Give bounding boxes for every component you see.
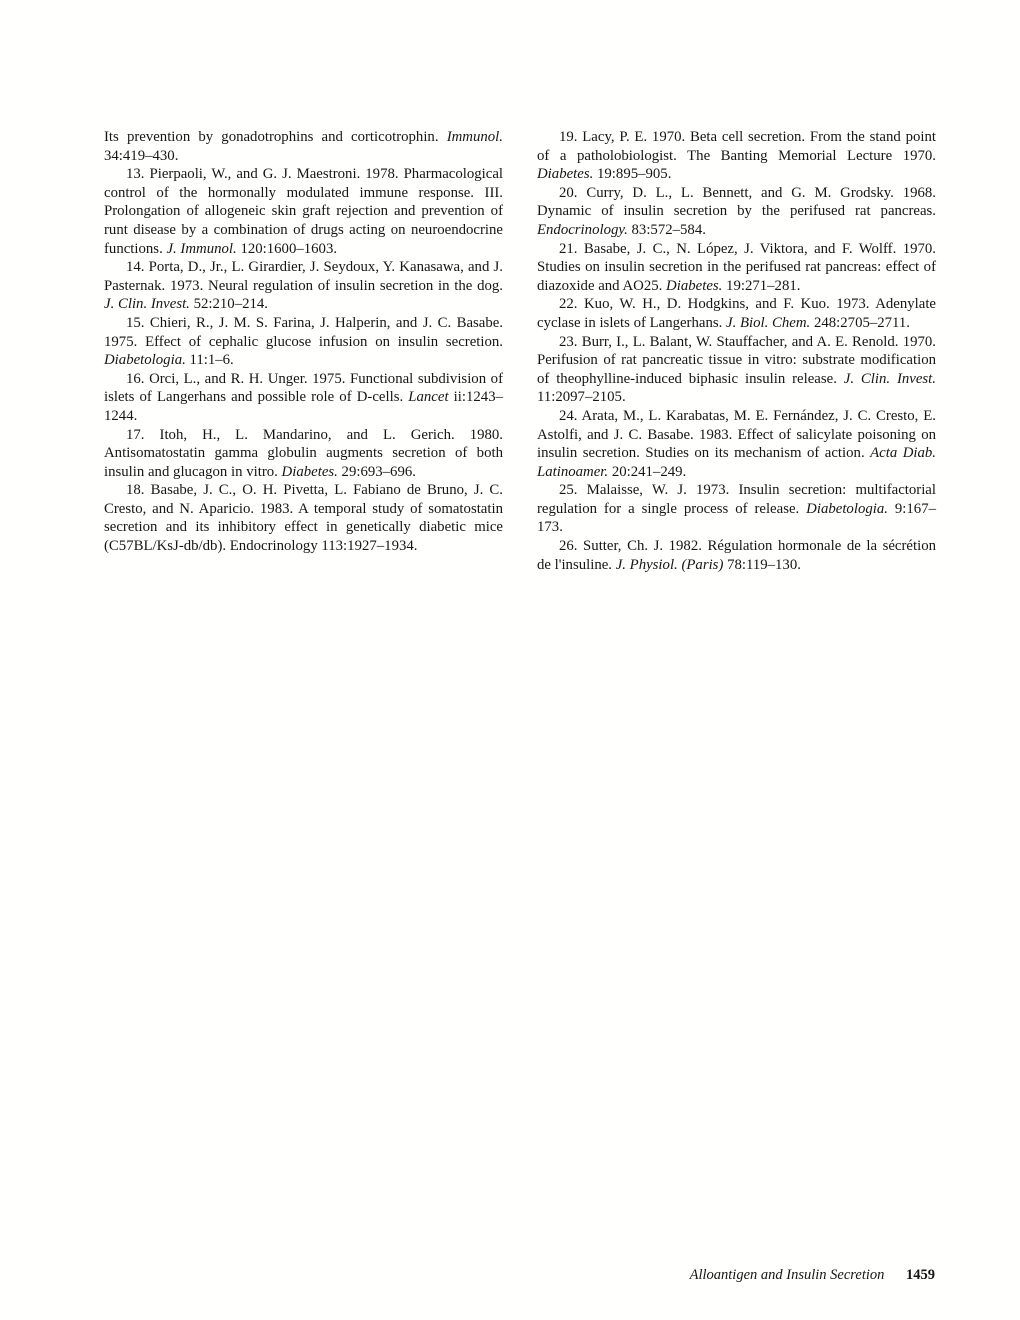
reference-text: 120:1600–1603. [236, 240, 338, 257]
reference-entry [104, 165, 503, 258]
reference-entry [104, 481, 503, 555]
reference-entry [104, 314, 503, 370]
journal-name: Lancet [408, 389, 449, 406]
reference-entry [537, 333, 936, 407]
references-section [104, 128, 936, 574]
journal-name: J. Physiol. (Paris) [615, 556, 724, 573]
reference-text: 9:167–173. [537, 500, 936, 536]
reference-text: 14. Porta, D., Jr., L. Girardier, J. Seydoux, Y. Kanasawa, and J. Pasternak. 1973. Neural regulation of insulin secretion in the dog. [104, 259, 503, 294]
reference-text: 25. Malaisse, W. J. 1973. Insulin secretion: multifactorial regulation for a single process of release. [537, 482, 936, 517]
reference-text: 29:693–696. [337, 463, 416, 480]
reference-text: ii:1243–1244. [104, 389, 503, 424]
reference-text: 20. Curry, D. L., L. Bennett, and G. M. Grodsky. 1968. Dynamic of insulin secretion by the perifused rat pancreas. [537, 184, 936, 220]
journal-name: J. Biol. Chem. [726, 314, 811, 331]
page-number: 1459 [906, 1267, 935, 1283]
reference-text: 21. Basabe, J. C., N. López, J. Viktora, and F. Wolff. 1970. Studies on insulin secretion in the perifused rat pancreas: effect of diazoxide and AO25. [537, 240, 936, 294]
journal-name: Immunol. [446, 129, 503, 145]
reference-text: 19:895–905. [593, 166, 672, 183]
reference-text: 17. Itoh, H., L. Mandarino, and L. Gerich. 1980. Antisomatostatin gamma globulin augments secretion of both insulin and glucagon in vitro. [104, 426, 503, 480]
reference-entry [104, 370, 503, 426]
reference-text: 11:1–6. [185, 352, 234, 369]
journal-name: J. Immunol. [166, 240, 237, 257]
journal-name: J. Clin. Invest. [843, 370, 936, 387]
reference-text: 19. Lacy, P. E. 1970. Beta cell secretion. From the stand point of a patholobiologist. The Banting Memorial Lecture 1970. [537, 129, 936, 164]
journal-name: Diabetologia. [104, 352, 186, 369]
reference-entry [537, 537, 936, 574]
running-title: Alloantigen and Insulin Secretion [689, 1267, 885, 1283]
reference-text: 13. Pierpaoli, W., and G. J. Maestroni. 1978. Pharmacological control of the hormonally modulated immune response. III. Prolongation of allogeneic skin graft rejection and prevention of runt disease by a combination of drugs acting on neuroendocrine functions. [104, 166, 503, 257]
page-footer [690, 1266, 935, 1284]
reference-text: 23. Burr, I., L. Balant, W. Stauffacher, and A. E. Renold. 1970. Perifusion of rat pancreatic tissue in vitro: substrate modification of theophylline-induced biphasic insulin release. [537, 333, 936, 387]
reference-text: 15. Chieri, R., J. M. S. Farina, J. Halperin, and J. C. Basabe. 1975. Effect of cephalic glucose infusion on insulin secretion. [104, 314, 503, 350]
reference-text: 78:119–130. [723, 556, 801, 573]
reference-entry [537, 128, 936, 184]
journal-name: Diabetes. [666, 277, 723, 294]
reference-entry [537, 184, 936, 240]
reference-text: Its prevention by gonadotrophins and corticotrophin. [104, 129, 447, 145]
journal-name: Acta Diab. Latinoamer. [537, 445, 937, 480]
reference-text: 22. Kuo, W. H., D. Hodgkins, and F. Kuo. 1973. Adenylate cyclase in islets of Langerhans. [537, 296, 936, 331]
reference-entry [104, 128, 503, 165]
reference-text: 83:572–584. [627, 221, 706, 238]
reference-text: 19:271–281. [722, 277, 801, 294]
reference-entry [104, 258, 503, 314]
reference-entry [537, 240, 936, 296]
journal-name: Diabetes. [537, 166, 594, 183]
references-column-left [104, 128, 503, 574]
reference-entry [537, 407, 936, 481]
reference-text: 11:2097–2105. [537, 389, 626, 406]
reference-text: 16. Orci, L., and R. H. Unger. 1975. Functional subdivision of islets of Langerhans and possible role of D-cells. [104, 370, 503, 406]
journal-name: J. Clin. Invest. [104, 296, 190, 313]
references-column-right [537, 128, 936, 574]
reference-text: 248:2705–2711. [810, 314, 911, 331]
journal-name: Endocrinology. [537, 221, 628, 238]
reference-entry [537, 295, 936, 332]
reference-entry [104, 426, 503, 482]
reference-text: 52:210–214. [189, 296, 268, 313]
reference-text: 34:419–430. [104, 147, 179, 164]
reference-entry [537, 481, 936, 537]
reference-text: 26. Sutter, Ch. J. 1982. Régulation hormonale de la sécrétion de l'insuline. [537, 538, 936, 573]
journal-name: Diabetologia. [806, 500, 888, 517]
journal-name: Diabetes. [281, 463, 338, 480]
reference-text: 18. Basabe, J. C., O. H. Pivetta, L. Fabiano de Bruno, J. C. Cresto, and N. Aparicio. 1983. A temporal study of somatostatin secretion and its inhibitory effect in genetically diabetic mice (C57BL/KsJ-db/db). Endocrinology 113:1927–1934. [104, 482, 503, 555]
reference-text: 20:241–249. [608, 463, 687, 480]
reference-text: 24. Arata, M., L. Karabatas, M. E. Fernández, J. C. Cresto, E. Astolfi, and J. C. Basabe. 1983. Effect of salicylate poisoning on insulin secretion. Studies on its mechanism of action. [537, 407, 936, 462]
